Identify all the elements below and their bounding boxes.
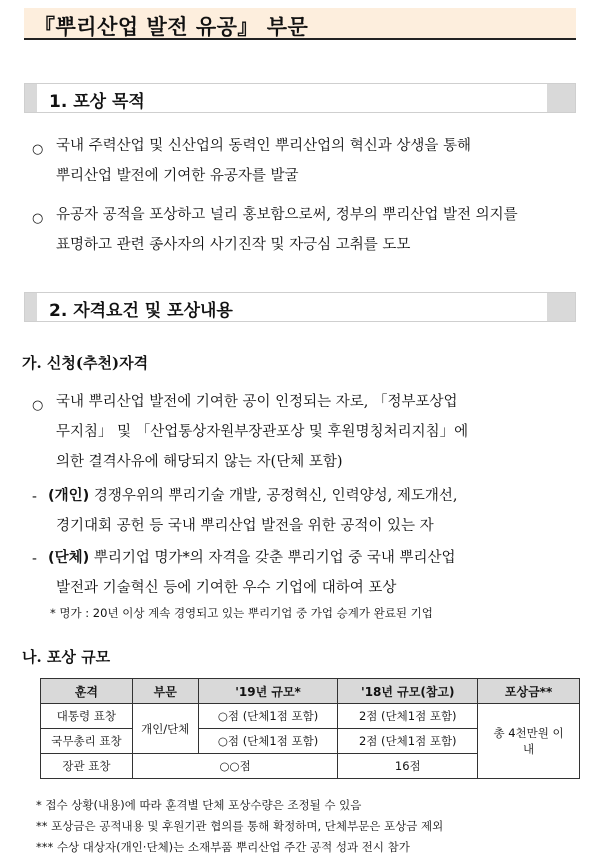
y2018-cell: 2점 (단체1점 포함) [338,729,478,754]
footnote-1: * 접수 상황(내용)에 따라 훈격별 단체 포상수량은 조정될 수 있음 [36,798,362,812]
y2019-cell: ○점 (단체1점 포함) [198,704,338,729]
purpose-item-2: 유공자 공적을 포상하고 널리 홍보함으로써, 정부의 뿌리산업 발전 의지를 표명하고 관련 종사자의 사기진작 및 자긍심 고취를 도모 [56,207,518,253]
y2018-cell: 16점 [338,754,478,779]
page-title: 『뿌리산업 발전 유공』 부문 [34,15,309,39]
header-2018: '18년 규모(참고) [338,679,478,704]
subsection-b-title: 나. 포상 규모 [22,648,111,666]
page-title-bar [24,8,576,40]
header-grade: 훈격 [41,679,133,704]
grade-cell: 장관 표창 [41,754,133,779]
section-2-title: 2. 자격요건 및 포상내용 [49,301,233,321]
y2019-cell: ○○점 [132,754,338,779]
section-1-header [24,83,576,113]
y2019-cell: ○점 (단체1점 포함) [198,729,338,754]
footnote-3: *** 수상 대상자(개인·단체)는 소재부품 뿌리산업 주간 공적 성과 전시 참가 [36,840,410,854]
group-label: (단체) [48,550,90,566]
grade-cell: 대통령 표창 [41,704,133,729]
grade-cell: 국무총리 표창 [41,729,133,754]
section-2-header [24,292,576,322]
group-eligibility: (단체) 뿌리기업 명가*의 자격을 갖춘 뿌리기업 중 국내 뿌리산업 발전과 기술혁신 등에 기여한 우수 기업에 대하여 포상 [48,550,456,596]
bullet-icon: ○ [32,398,44,413]
header-prize: 포상금** [478,679,580,704]
subsection-a-title: 가. 신청(추천)자격 [22,354,149,372]
individual-label: (개인) [48,488,90,504]
table-row [41,704,580,729]
award-scale-table [40,678,580,779]
purpose-item-1: 국내 주력산업 및 신산업의 동력인 뿌리산업의 혁신과 상생을 통해 뿌리산업 발전에 기여한 유공자를 발굴 [56,138,472,184]
table-header-row [41,679,580,704]
eligibility-text: 국내 뿌리산업 발전에 기여한 공이 인정되는 자로, 「정부포상업 무지침」 및 「산업통상자원부장관포상 및 후원명칭처리지침」에 의한 결격사유에 해당되지 않는 자(단체 포함) [56,394,469,470]
footnote-2: ** 포상금은 공적내용 및 후원기관 협의를 통해 확정하며, 단체부문은 포상금 제외 [36,819,444,833]
bullet-icon: ○ [32,142,44,157]
division-cell: 개인/단체 [132,704,198,754]
header-division: 부문 [132,679,198,704]
myungga-note: * 명가 : 20년 이상 계속 경영되고 있는 뿌리기업 중 가업 승계가 완료된 기업 [50,606,433,620]
individual-eligibility: (개인) 경쟁우위의 뿌리기술 개발, 공정혁신, 인력양성, 제도개선, 경기대회 공헌 등 국내 뿌리산업 발전을 위한 공적이 있는 자 [48,488,458,534]
section-1-title: 1. 포상 목적 [49,92,145,112]
bullet-icon: ○ [32,211,44,226]
header-2019: '19년 규모* [198,679,338,704]
y2018-cell: 2점 (단체1점 포함) [338,704,478,729]
prize-cell: 총 4천만원 이내 [478,704,580,779]
